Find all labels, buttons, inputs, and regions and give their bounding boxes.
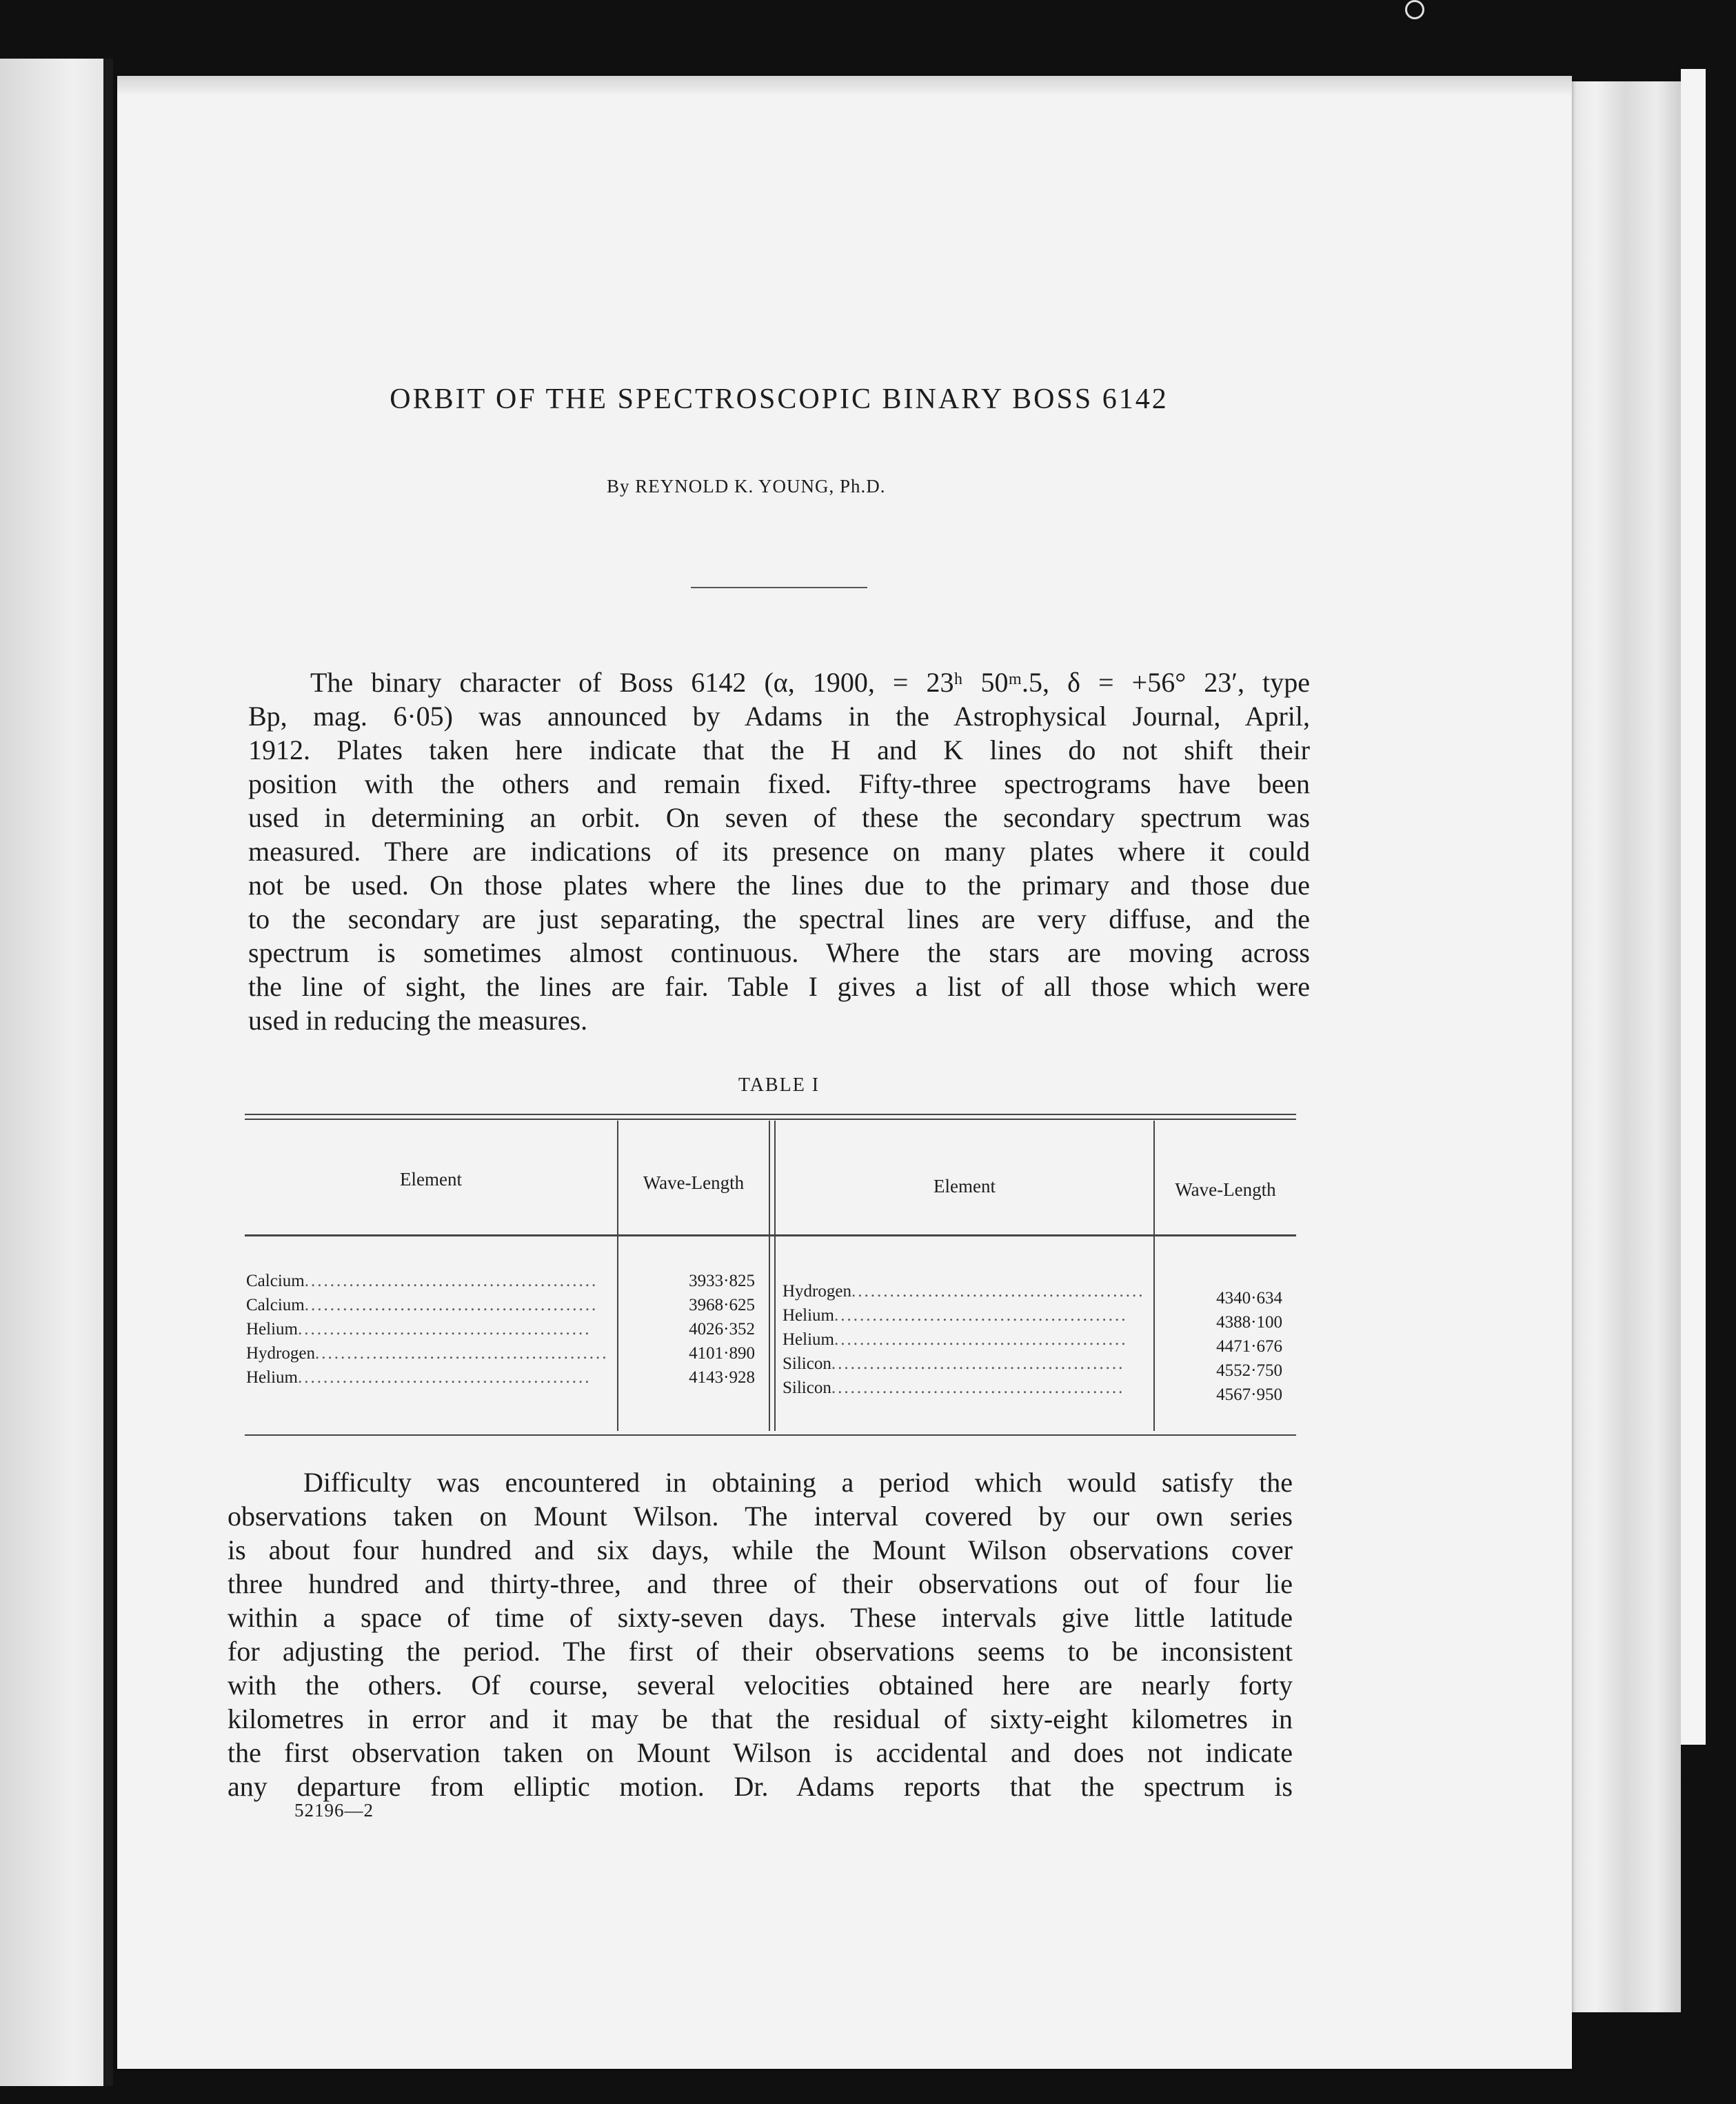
paragraph-line: used in reducing the measures. <box>248 1005 588 1036</box>
paragraph-line: the line of sight, the lines are fair. Table I gives a list of all those which were <box>248 971 1310 1002</box>
table-center-divider <box>769 1121 770 1431</box>
paragraph-line: any departure from elliptic motion. Dr. Adams reports that the spectrum is <box>228 1771 1293 1802</box>
paragraph-intro <box>248 665 1310 1037</box>
table-row-element: Helium.............................................. <box>246 1320 592 1339</box>
article-byline: By REYNOLD K. YOUNG, Ph.D. <box>607 476 886 497</box>
paragraph-line: Difficulty was encountered in obtaining a period which would satisfy the <box>303 1467 1293 1498</box>
table-row-element: Hydrogen.............................................. <box>783 1282 1144 1301</box>
table-row-element: Silicon.............................................. <box>783 1354 1125 1373</box>
printer-signature-mark: 52196—2 <box>294 1800 374 1821</box>
paragraph-line: spectrum is sometimes almost continuous. Where the stars are moving across <box>248 937 1310 968</box>
table-column-divider <box>617 1121 618 1431</box>
table-row-element: Hydrogen.............................................. <box>246 1344 608 1363</box>
table-header-rule <box>245 1234 1296 1236</box>
header-element-left: Element <box>400 1169 462 1190</box>
page-stack-edge <box>1558 81 1681 2012</box>
paragraph-line: observations taken on Mount Wilson. The interval covered by our own series <box>228 1501 1293 1532</box>
right-page-edge <box>1681 69 1706 1745</box>
table-row-element: Silicon.............................................. <box>783 1379 1125 1397</box>
article-title: ORBIT OF THE SPECTROSCOPIC BINARY BOSS 6142 <box>390 383 1169 415</box>
header-wavelength-right: Wave-Length <box>1175 1179 1276 1200</box>
paragraph-line: used in determining an orbit. On seven of these the secondary spectrum was <box>248 802 1310 833</box>
table-row-wavelength: 4567·950 <box>1216 1385 1282 1404</box>
paragraph-line: is about four hundred and six days, while the Mount Wilson observations cover <box>228 1534 1293 1565</box>
wavelength-table <box>245 1114 1296 1438</box>
paragraph-line: not be used. On those plates where the lines due to the primary and those due <box>248 870 1310 901</box>
paragraph-line: measured. There are indications of its presence on many plates where it could <box>248 836 1310 867</box>
paragraph-difficulty <box>228 1465 1293 1803</box>
table-row-element: Helium.............................................. <box>783 1306 1128 1325</box>
paragraph-line: Bp, mag. 6·05) was announced by Adams in the Astrophysical Journal, April, <box>248 701 1310 732</box>
table-top-rule-double <box>245 1119 1296 1120</box>
table-column-divider <box>1153 1121 1155 1431</box>
page-top-shadow <box>117 76 1572 97</box>
table-bottom-rule <box>245 1434 1296 1436</box>
paragraph-line: 1912. Plates taken here indicate that the H and K lines do not shift their <box>248 734 1310 765</box>
table-row-wavelength: 4101·890 <box>689 1344 755 1363</box>
table-row-wavelength: 4552·750 <box>1216 1361 1282 1380</box>
table-row-wavelength: 4340·634 <box>1216 1289 1282 1308</box>
paragraph-line: kilometres in error and it may be that the residual of sixty-eight kilometres in <box>228 1703 1293 1734</box>
table-row-wavelength: 4026·352 <box>689 1320 755 1339</box>
paragraph-line: within a space of time of sixty-seven days. These intervals give little latitude <box>228 1602 1293 1633</box>
header-element-right: Element <box>933 1176 996 1196</box>
table-row-element: Helium.............................................. <box>246 1368 592 1387</box>
book-gutter <box>103 59 113 2086</box>
table-row-wavelength: 4388·100 <box>1216 1313 1282 1332</box>
table-row-wavelength: 3933·825 <box>689 1272 755 1290</box>
table-caption: TABLE I <box>738 1074 820 1096</box>
paragraph-line: with the others. Of course, several velocities obtained here are nearly forty <box>228 1670 1293 1701</box>
table-row-wavelength: 3968·625 <box>689 1296 755 1314</box>
binder-ring-mark <box>1405 0 1424 19</box>
table-row-element: Calcium.............................................. <box>246 1296 598 1314</box>
table-row-wavelength: 4471·676 <box>1216 1337 1282 1356</box>
paragraph-line: three hundred and thirty-three, and three of their observations out of four lie <box>228 1568 1293 1599</box>
table-center-divider-double <box>774 1121 776 1431</box>
table-top-rule <box>245 1114 1296 1115</box>
header-wavelength-left: Wave-Length <box>643 1172 745 1193</box>
table-row-element: Calcium.............................................. <box>246 1272 598 1290</box>
title-divider <box>691 587 867 588</box>
paragraph-line: position with the others and remain fixed. Fifty-three spectrograms have been <box>248 768 1310 799</box>
paragraph-line: for adjusting the period. The first of their observations seems to be inconsistent <box>228 1636 1293 1667</box>
paragraph-line: The binary character of Boss 6142 (α, 1900, = 23ʰ 50ᵐ.5, δ = +56° 23′, type <box>310 667 1310 698</box>
paragraph-line: the first observation taken on Mount Wilson is accidental and does not indicate <box>228 1737 1293 1768</box>
table-row-wavelength: 4143·928 <box>689 1368 755 1387</box>
paragraph-line: to the secondary are just separating, the spectral lines are very diffuse, and the <box>248 903 1310 934</box>
table-row-element: Helium.............................................. <box>783 1330 1128 1349</box>
left-page-edge <box>0 59 103 2086</box>
